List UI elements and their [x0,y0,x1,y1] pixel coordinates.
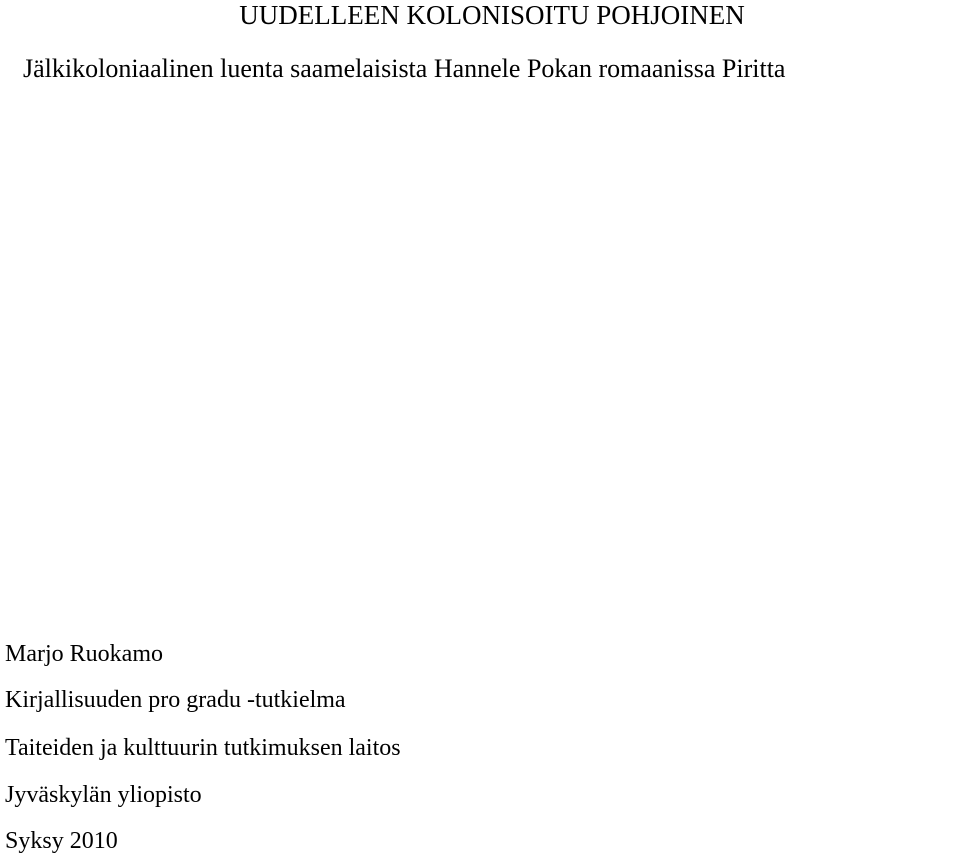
university: Jyväskylän yliopisto [5,782,202,808]
document-title: UUDELLEEN KOLONISOITU POHJOINEN [239,0,745,30]
thesis-type: Kirjallisuuden pro gradu -tutkielma [5,687,346,713]
document-subtitle: Jälkikoloniaalinen luenta saamelaisista Hannele Pokan romaanissa Piritta [23,54,786,83]
date: Syksy 2010 [5,828,118,854]
department: Taiteiden ja kulttuurin tutkimuksen laitos [5,735,401,761]
author-name: Marjo Ruokamo [5,641,163,667]
